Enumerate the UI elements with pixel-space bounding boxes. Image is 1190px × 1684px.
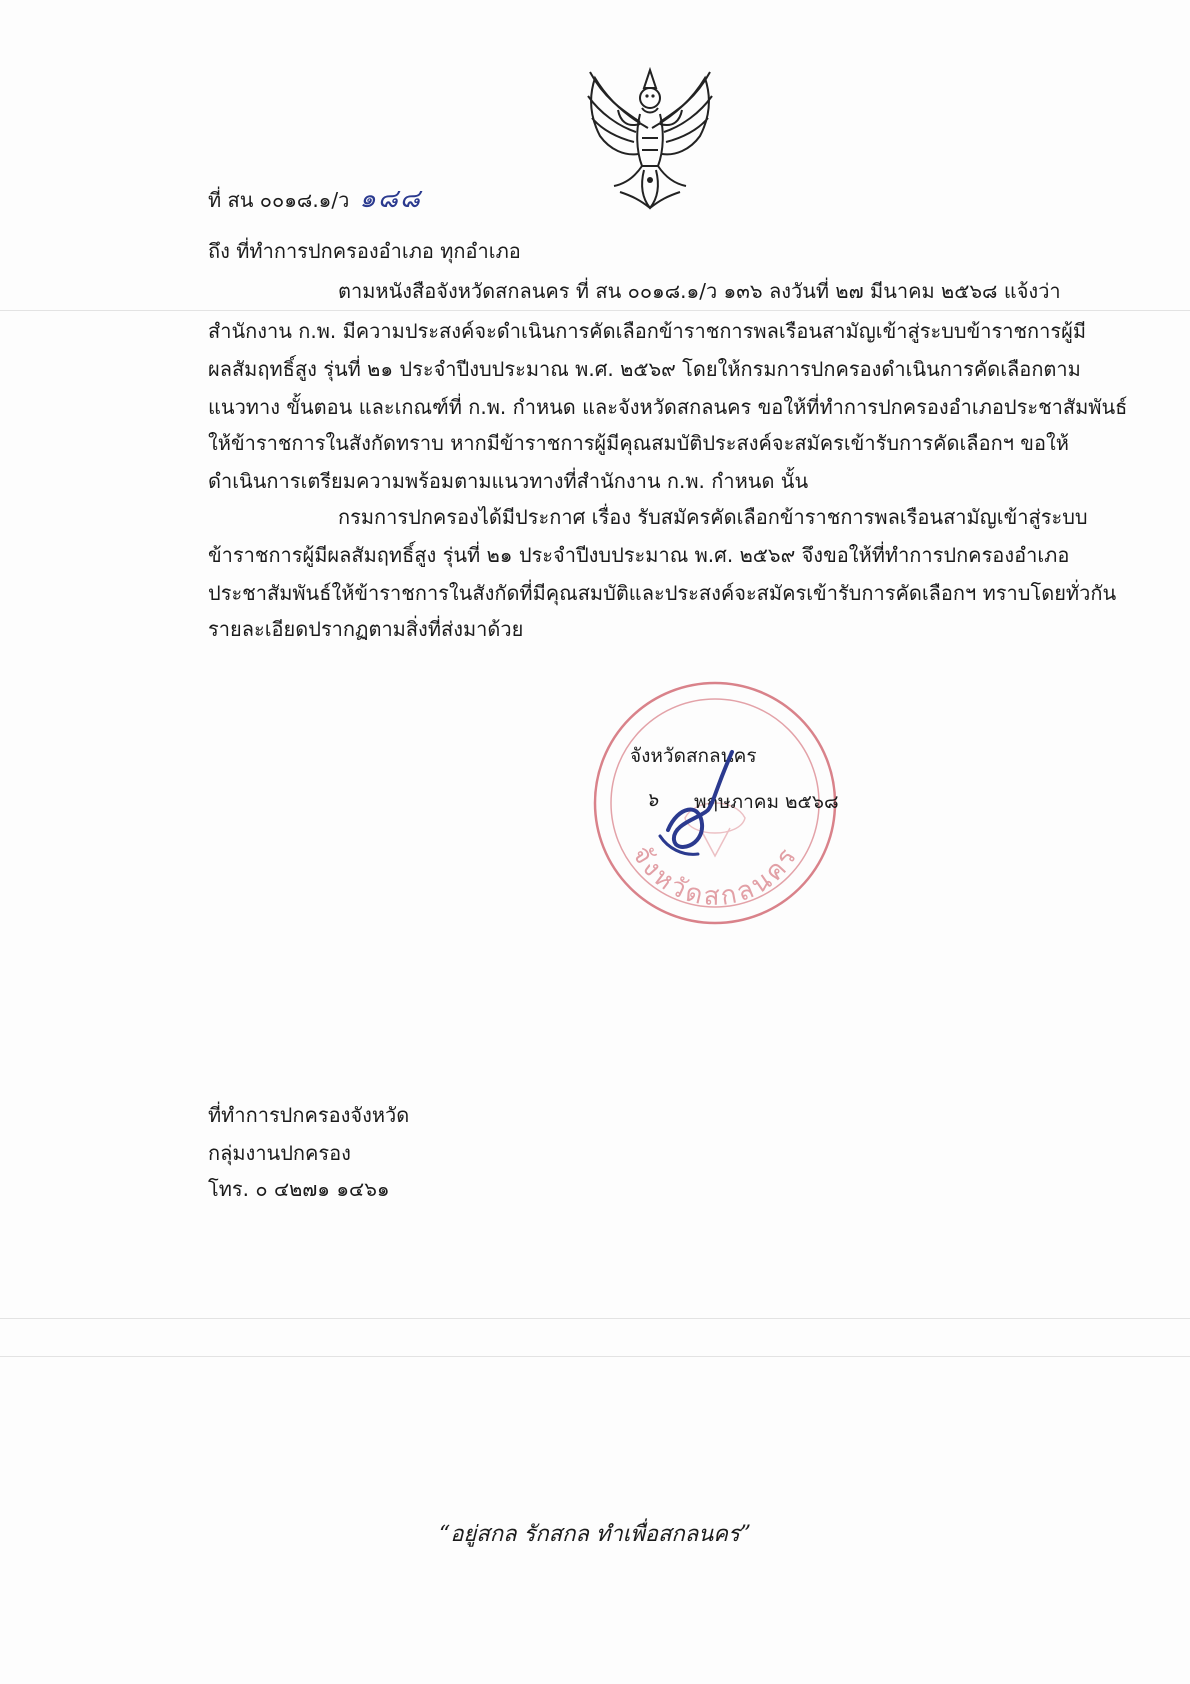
body-line: ดำเนินการเตรียมความพร้อมตามแนวทางที่สำนักงาน ก.พ. กำหนด นั้น — [208, 469, 809, 493]
sender-office: ที่ทำการปกครองจังหวัด — [208, 1103, 410, 1127]
stamp-day: ๖ — [646, 789, 659, 811]
sender-division: กลุ่มงานปกครอง — [208, 1141, 351, 1165]
fold-line-bottom — [0, 1356, 1190, 1357]
seal-arc-text — [590, 678, 840, 928]
stamp-province: จังหวัดสกลนคร — [630, 745, 757, 767]
fold-line-middle — [0, 1318, 1190, 1319]
body-line: กรมการปกครองได้มีประกาศ เรื่อง รับสมัครคัดเลือกข้าราชการพลเรือนสามัญเข้าสู่ระบบ — [338, 505, 1088, 529]
stamp-month-year: พฤษภาคม ๒๕๖๘ — [694, 791, 839, 813]
svg-text:จังหวัดสกลนคร: จังหวัดสกลนคร — [625, 840, 805, 912]
body-line: ให้ข้าราชการในสังกัดทราบ หากมีข้าราชการผู้มีคุณสมบัติประสงค์จะสมัครเข้ารับการคัดเลือกฯ ขอให้ — [208, 431, 1069, 455]
body-line: แนวทาง ขั้นตอน และเกณฑ์ที่ ก.พ. กำหนด และจังหวัดสกลนคร ขอให้ที่ทำการปกครองอำเภอประชาสัมพันธ์ — [208, 395, 1128, 419]
body-line: ข้าราชการผู้มีผลสัมฤทธิ์สูง รุ่นที่ ๒๑ ประจำปีงบประมาณ พ.ศ. ๒๕๖๙ จึงขอให้ที่ทำการปกครองอำเภอ — [208, 543, 1070, 567]
provincial-motto: “อยู่สกล รักสกล ทำเพื่อสกลนคร” — [438, 1522, 752, 1547]
reference-prefix: ที่ สน ๐๐๑๘.๑/ว — [208, 188, 350, 212]
sender-phone: โทร. ๐ ๔๒๗๑ ๑๔๖๑ — [208, 1177, 390, 1201]
body-line: รายละเอียดปรากฏตามสิ่งที่ส่งมาด้วย — [208, 617, 524, 641]
body-line: ประชาสัมพันธ์ให้ข้าราชการในสังกัดที่มีคุณสมบัติและประสงค์จะสมัครเข้ารับการคัดเลือกฯ ทราบโดยทั่วกัน — [208, 581, 1117, 605]
body-line: สำนักงาน ก.พ. มีความประสงค์จะดำเนินการคัดเลือกข้าราชการพลเรือนสามัญเข้าสู่ระบบข้าราชการผู้มี — [208, 319, 1087, 343]
handwritten-reference-number: ๑๘๘ — [359, 184, 422, 214]
addressee-line: ถึง ที่ทำการปกครองอำเภอ ทุกอำเภอ — [208, 239, 521, 263]
provincial-seal-stamp — [590, 678, 840, 928]
garuda-emblem-icon — [560, 58, 740, 216]
body-line: ตามหนังสือจังหวัดสกลนคร ที่ สน ๐๐๑๘.๑/ว ๑๓๖ ลงวันที่ ๒๗ มีนาคม ๒๕๖๘ แจ้งว่า — [338, 279, 1061, 303]
reference-line — [208, 186, 422, 213]
fold-line-top — [0, 310, 1190, 311]
body-line: ผลสัมฤทธิ์สูง รุ่นที่ ๒๑ ประจำปีงบประมาณ พ.ศ. ๒๕๖๙ โดยให้กรมการปกครองดำเนินการคัดเลือกตาม — [208, 357, 1081, 381]
